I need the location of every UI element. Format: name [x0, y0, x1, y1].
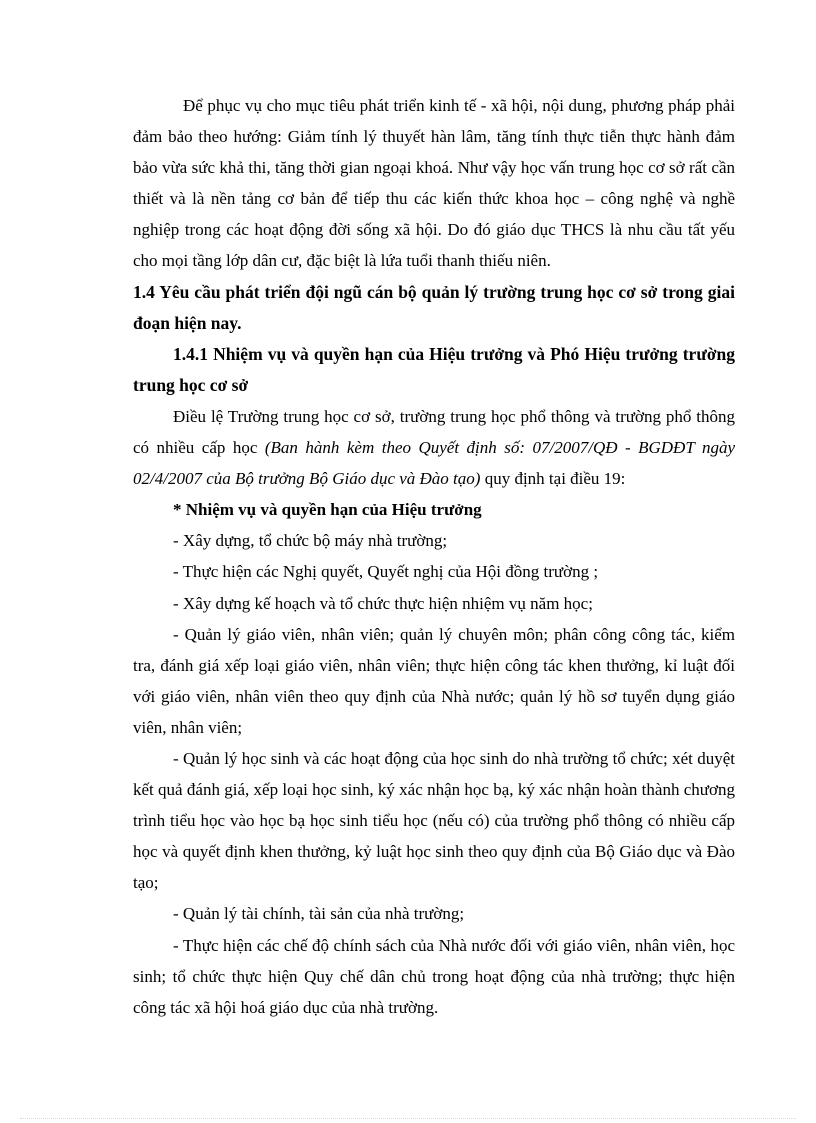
duty-item: - Xây dựng kế hoạch và tổ chức thực hiện nhiệm vụ năm học; [173, 593, 593, 613]
duty-item: - Thực hiện các Nghị quyết, Quyết nghị của Hội đồng trường ; [173, 562, 599, 582]
duty-item: - Quản lý giáo viên, nhân viên; quản lý chuyên môn; phân công công tác, kiểm tra, đánh giá xếp loại giáo viên, nhân viên; thực hiện công tác khen thưởng, kỉ luật đối với giáo viên, nhân viên theo quy định của Nhà nước; quản lý hồ sơ tuyển dụng giáo viên, nhân viên; [133, 624, 735, 737]
duties-heading: * Nhiệm vụ và quyền hạn của Hiệu trưởng [173, 500, 482, 520]
charter-text: Điều lệ Trường trung học cơ sở, trường trung học phổ thông và trường phổ thông có nhiều cấp học [133, 406, 735, 458]
charter-decree-reference: (Ban hành kèm theo Quyết định số: 07/2007/QĐ - BGDĐT ngày 02/4/2007 của Bộ trưởng Bộ Giáo dục và Đào tạo) [133, 438, 736, 489]
duty-item: - Thực hiện các chế độ chính sách của Nhà nước đối với giáo viên, nhân viên, học sinh; tổ chức thực hiện Quy chế dân chủ trong hoạt động của nhà trường; thực hiện công tác xã hội hoá giáo dục của nhà trường. [133, 935, 735, 1017]
intro-paragraph: Để phục vụ cho mục tiêu phát triển kinh tế - xã hội, nội dung, phương pháp phải đảm bảo theo hướng: Giảm tính lý thuyết hàn lâm, tăng tính thực tiễn thực hành đảm bảo vừa sức khả thi, tăng thời gian ngoại khoá. Như vậy học vấn trung học cơ sở rất cần thiết và là nền tảng cơ bản để tiếp thu các kiến thức khoa học – công nghệ và nghề nghiệp trong các hoạt động đời sống xã hội. Do đó giáo dục THCS là nhu cầu tất yếu cho mọi tầng lớp dân cư, đặc biệt là lứa tuổi thanh thiếu niên. [133, 96, 735, 271]
duty-item: - Xây dựng, tổ chức bộ máy nhà trường; [173, 531, 448, 551]
duty-item: - Quản lý học sinh và các hoạt động của học sinh do nhà trường tổ chức; xét duyệt kết quả đánh giá, xếp loại học sinh, ký xác nhận học bạ, ký xác nhận hoàn thành chương trình tiểu học vào học bạ học sinh tiểu học (nếu có) của trường phổ thông có nhiều cấp học và quyết định khen thưởng, kỷ luật học sinh theo quy định của Bộ Giáo dục và Đào tạo; [133, 748, 735, 893]
subsection-heading: 1.4.1 Nhiệm vụ và quyền hạn của Hiệu trưởng và Phó Hiệu trưởng trường trung học cơ sở [133, 343, 735, 395]
document-page [133, 90, 735, 1023]
charter-text-end: quy định tại điều 19: [480, 469, 626, 489]
page-bottom-divider [20, 1118, 796, 1119]
duty-item: - Quản lý tài chính, tài sản của nhà trường; [173, 904, 465, 924]
section-heading: 1.4 Yêu cầu phát triển đội ngũ cán bộ quản lý trường trung học cơ sở trong giai đoạn hiện nay. [133, 281, 735, 333]
charter-paragraph [133, 401, 735, 494]
